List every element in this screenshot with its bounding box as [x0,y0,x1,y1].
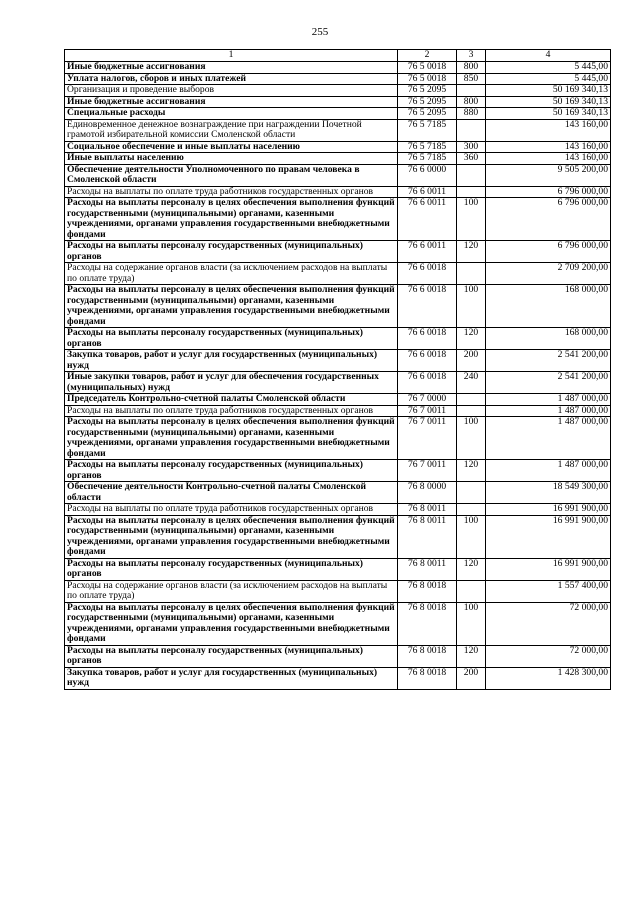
row-sum: 143 160,00 [486,119,611,141]
table-row [65,141,611,153]
table-row [65,350,611,372]
row-name: Обеспечение деятельности Уполномоченного по правам человека в Смоленской области [65,164,398,186]
row-name: Расходы на выплаты персоналу государственных (муниципальных) органов [65,241,398,263]
table-row [65,164,611,186]
row-sum: 2 541 200,00 [486,350,611,372]
row-code: 76 6 0018 [398,372,457,394]
row-code: 76 7 0011 [398,417,457,460]
row-code: 76 6 0011 [398,241,457,263]
row-name: Расходы на выплаты персоналу в целях обеспечения выполнения функций государственными (муниципальными) органами, казенными учреждениями, органами управления государственными внебюджетными фондами [65,198,398,241]
row-type: 100 [457,417,486,460]
table-row [65,645,611,667]
row-type: 850 [457,73,486,85]
row-type: 200 [457,350,486,372]
row-type: 120 [457,558,486,580]
row-code: 76 8 0018 [398,645,457,667]
row-name: Уплата налогов, сборов и иных платежей [65,73,398,85]
table-row [65,62,611,74]
table-row [65,580,611,602]
row-name: Закупка товаров, работ и услуг для государственных (муниципальных) нужд [65,667,398,689]
table-row [65,153,611,165]
table-row [65,602,611,645]
row-code: 76 6 0018 [398,285,457,328]
row-code: 76 5 7185 [398,153,457,165]
row-name: Расходы на выплаты персоналу в целях обеспечения выполнения функций государственными (муниципальными) органами, казенными учреждениями, органами управления государственными внебюджетными фондами [65,602,398,645]
row-type: 300 [457,141,486,153]
row-type [457,580,486,602]
row-code: 76 8 0018 [398,580,457,602]
row-name: Расходы на выплаты по оплате труда работников государственных органов [65,186,398,198]
row-type [457,504,486,516]
row-name: Расходы на выплаты персоналу государственных (муниципальных) органов [65,328,398,350]
row-sum: 50 169 340,13 [486,108,611,120]
row-type [457,119,486,141]
row-name: Социальное обеспечение и иные выплаты населению [65,141,398,153]
row-name: Председатель Контрольно-счетной палаты Смоленской области [65,394,398,406]
row-code: 76 5 7185 [398,141,457,153]
row-type [457,394,486,406]
table-row [65,482,611,504]
row-sum: 143 160,00 [486,153,611,165]
row-code: 76 8 0018 [398,667,457,689]
row-type: 100 [457,602,486,645]
page-number: 255 [311,26,329,38]
table-row [65,73,611,85]
row-type: 120 [457,645,486,667]
row-type: 120 [457,460,486,482]
table-row [65,96,611,108]
row-type: 800 [457,62,486,74]
row-sum: 168 000,00 [486,285,611,328]
table-row [65,263,611,285]
row-sum: 143 160,00 [486,141,611,153]
table-row [65,372,611,394]
table-row [65,394,611,406]
row-type: 200 [457,667,486,689]
row-sum: 72 000,00 [486,602,611,645]
row-sum: 50 169 340,13 [486,96,611,108]
row-name: Специальные расходы [65,108,398,120]
row-sum: 5 445,00 [486,62,611,74]
row-code: 76 6 0018 [398,350,457,372]
table-row [65,417,611,460]
row-sum: 16 991 900,00 [486,558,611,580]
row-name: Иные бюджетные ассигнования [65,62,398,74]
row-type [457,405,486,417]
row-name: Расходы на выплаты по оплате труда работников государственных органов [65,405,398,417]
row-sum: 6 796 000,00 [486,198,611,241]
row-name: Закупка товаров, работ и услуг для государственных (муниципальных) нужд [65,350,398,372]
row-sum: 16 991 900,00 [486,515,611,558]
row-code: 76 6 0000 [398,164,457,186]
row-name: Расходы на выплаты персоналу государственных (муниципальных) органов [65,645,398,667]
table-row [65,405,611,417]
row-type: 360 [457,153,486,165]
table-row [65,504,611,516]
row-type: 100 [457,198,486,241]
row-name: Расходы на выплаты персоналу в целях обеспечения выполнения функций государственными (муниципальными) органами, казенными учреждениями, органами управления государственными внебюджетными фондами [65,285,398,328]
row-name: Обеспечение деятельности Контрольно-счетной палаты Смоленской области [65,482,398,504]
row-sum: 1 487 000,00 [486,417,611,460]
row-type [457,482,486,504]
row-type: 880 [457,108,486,120]
row-sum: 168 000,00 [486,328,611,350]
row-sum: 1 487 000,00 [486,405,611,417]
row-sum: 1 428 300,00 [486,667,611,689]
table-row [65,285,611,328]
row-code: 76 5 2095 [398,96,457,108]
row-code: 76 5 7185 [398,119,457,141]
row-code: 76 8 0011 [398,515,457,558]
table-row [65,108,611,120]
row-code: 76 6 0011 [398,186,457,198]
row-code: 76 8 0011 [398,504,457,516]
row-code: 76 8 0018 [398,602,457,645]
table-header-row [65,50,611,62]
header-col-type: 3 [457,50,486,62]
table-row [65,198,611,241]
row-name: Расходы на выплаты персоналу в целях обеспечения выполнения функций государственными (муниципальными) органами, казенными учреждениями, органами управления государственными внебюджетными фондами [65,515,398,558]
row-code: 76 7 0000 [398,394,457,406]
row-sum: 1 487 000,00 [486,394,611,406]
row-sum: 5 445,00 [486,73,611,85]
row-code: 76 5 0018 [398,73,457,85]
table-row [65,460,611,482]
table-row [65,241,611,263]
row-name: Иные закупки товаров, работ и услуг для обеспечения государственных (муниципальных) нужд [65,372,398,394]
table-row [65,328,611,350]
row-code: 76 8 0000 [398,482,457,504]
row-type [457,186,486,198]
row-code: 76 5 2095 [398,108,457,120]
row-name: Расходы на выплаты по оплате труда работников государственных органов [65,504,398,516]
row-sum: 6 796 000,00 [486,186,611,198]
row-name: Иные выплаты населению [65,153,398,165]
row-name: Расходы на содержание органов власти (за исключением расходов на выплаты по оплате труда) [65,580,398,602]
row-sum: 1 557 400,00 [486,580,611,602]
row-name: Расходы на выплаты персоналу в целях обеспечения выполнения функций государственными (муниципальными) органами, казенными учреждениями, органами управления государственными внебюджетными фондами [65,417,398,460]
row-type [457,263,486,285]
row-code: 76 5 0018 [398,62,457,74]
row-sum: 2 541 200,00 [486,372,611,394]
table-row [65,667,611,689]
row-code: 76 6 0018 [398,263,457,285]
row-code: 76 5 2095 [398,85,457,97]
header-col-sum: 4 [486,50,611,62]
row-name: Расходы на выплаты персоналу государственных (муниципальных) органов [65,558,398,580]
row-type: 100 [457,515,486,558]
row-sum: 2 709 200,00 [486,263,611,285]
row-name: Единовременное денежное вознаграждение при награждении Почетной грамотой избирательной комиссии Смоленской области [65,119,398,141]
row-type [457,85,486,97]
table-row [65,186,611,198]
row-sum: 16 991 900,00 [486,504,611,516]
row-sum: 6 796 000,00 [486,241,611,263]
row-type: 240 [457,372,486,394]
row-sum: 72 000,00 [486,645,611,667]
row-name: Иные бюджетные ассигнования [65,96,398,108]
row-sum: 50 169 340,13 [486,85,611,97]
header-col-name: 1 [65,50,398,62]
row-code: 76 8 0011 [398,558,457,580]
table-row [65,119,611,141]
row-type [457,164,486,186]
row-type: 120 [457,241,486,263]
row-sum: 18 549 300,00 [486,482,611,504]
row-sum: 1 487 000,00 [486,460,611,482]
row-type: 100 [457,285,486,328]
row-name: Организация и проведение выборов [65,85,398,97]
row-sum: 9 505 200,00 [486,164,611,186]
row-name: Расходы на выплаты персоналу государственных (муниципальных) органов [65,460,398,482]
row-type: 120 [457,328,486,350]
header-col-code: 2 [398,50,457,62]
row-type: 800 [457,96,486,108]
row-code: 76 7 0011 [398,405,457,417]
row-code: 76 7 0011 [398,460,457,482]
row-code: 76 6 0011 [398,198,457,241]
row-name: Расходы на содержание органов власти (за исключением расходов на выплаты по оплате труда) [65,263,398,285]
table-row [65,515,611,558]
table-row [65,85,611,97]
budget-table [64,49,611,690]
table-row [65,558,611,580]
row-code: 76 6 0018 [398,328,457,350]
